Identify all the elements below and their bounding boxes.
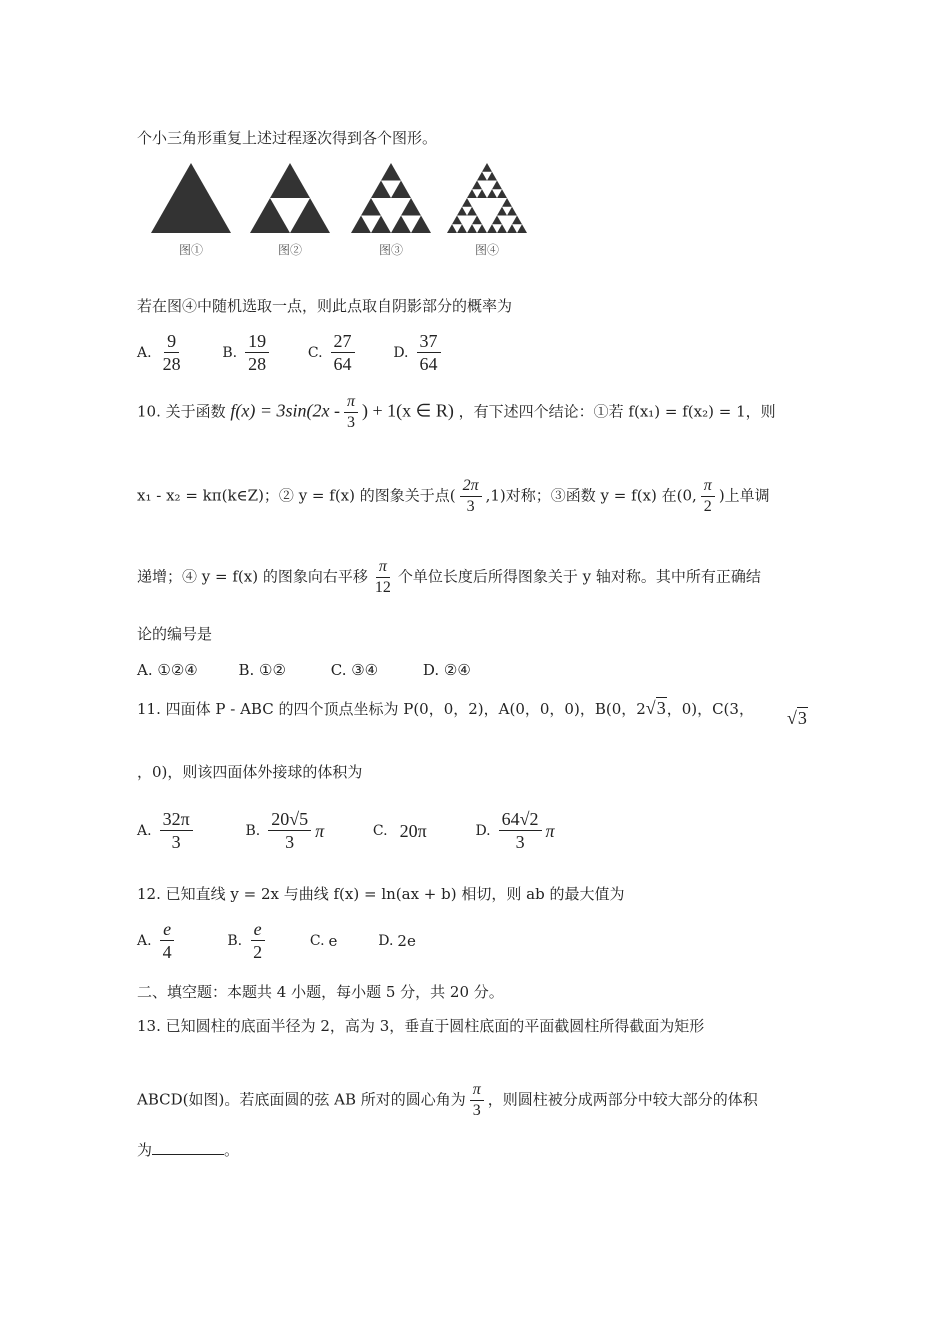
figure-4-triangle — [446, 162, 528, 234]
q10-options — [137, 660, 501, 680]
q12-option-a[interactable]: A. $\frac{e}{4}$ — [137, 918, 179, 963]
figure-4-caption: 图④ — [474, 243, 499, 257]
q11-options — [137, 808, 585, 853]
figure-1-triangle — [150, 162, 232, 234]
q11-line-2: ，0)，则该四面体外接球的体积为 — [137, 763, 363, 781]
q11-option-c[interactable]: C. 20π — [372, 820, 427, 841]
q11-option-a[interactable]: A. $\frac{32\pi}{3}$ — [137, 808, 197, 853]
section-2-heading: 二、填空题：本题共 4 小题，每小题 5 分，共 20 分。 — [137, 983, 504, 1001]
q10-option-c[interactable]: C. ③④ — [330, 661, 379, 679]
q12-option-d[interactable]: D. 2e — [378, 931, 416, 950]
q10-line-4: 论的编号是 — [137, 625, 213, 643]
q13-answer-blank[interactable] — [152, 1140, 224, 1155]
figure-3-caption: 图③ — [378, 243, 403, 257]
q10-line-2: x₁ - x₂ = kπ(k∈Z)；② y = f(x) 的图象关于点( $\frac{2\pi}{3}$ ,1)对称；③函数 y = f(x) 在(0, $\frac{\pi}{2}$ )上单调 — [137, 477, 770, 515]
q13-line-3: 为 。 — [137, 1141, 240, 1159]
q13-line-1: 13. 已知圆柱的底面半径为 2，高为 3，垂直于圆柱底面的平面截圆柱所得截面为矩形 — [137, 1017, 705, 1035]
q9-option-d[interactable]: D. $\frac{37}{64}$ — [393, 330, 444, 375]
q10-option-b[interactable]: B. ①② — [238, 661, 286, 679]
intro-text: 个小三角形重复上述过程逐次得到各个图形。 — [137, 129, 438, 147]
q12-option-b[interactable]: B. $\frac{e}{2}$ — [227, 918, 269, 963]
figure-2-triangle — [249, 162, 331, 234]
figure-3-triangle — [350, 162, 432, 234]
q9-options — [137, 330, 475, 375]
q10-option-d[interactable]: D. ②④ — [422, 661, 471, 679]
q10-line-3: 递增；④ y = f(x) 的图象向右平移 $\frac{\pi}{12}$ 个单位长度后所得图象关于 y 轴对称。其中所有正确结 — [137, 558, 761, 596]
q11-line-1: 11. 四面体 P - ABC 的四个顶点坐标为 P(0，0，2)，A(0，0，0)，B(0，2√3，0)，C(3， — [137, 698, 754, 718]
figure-2-caption: 图② — [277, 243, 302, 257]
q9-option-b[interactable]: B. $\frac{19}{28}$ — [222, 330, 273, 375]
q11-sqrt-3: √3 — [787, 708, 807, 728]
q13-line-2: ABCD(如图)。若底面圆的弦 AB 所对的圆心角为 $\frac{\pi}{3}$ ，则圆柱被分成两部分中较大部分的体积 — [137, 1081, 758, 1119]
q12-option-c[interactable]: C. e — [309, 931, 338, 950]
q12-options — [137, 918, 446, 963]
q11-option-d[interactable]: D. $\frac{64√2}{3}$ π — [475, 809, 555, 852]
q9-option-a[interactable]: A. $\frac{9}{28}$ — [137, 331, 181, 374]
figure-1-caption: 图① — [178, 243, 203, 257]
q9-option-c[interactable]: C. $\frac{27}{64}$ — [308, 330, 359, 375]
q12-prompt: 12. 已知直线 y = 2x 与曲线 f(x) = ln(ax + b) 相切，则 ab 的最大值为 — [137, 885, 625, 903]
q9-prompt: 若在图④中随机选取一点，则此点取自阴影部分的概率为 — [137, 297, 513, 315]
q10-option-a[interactable]: A. ①②④ — [137, 661, 198, 679]
q11-option-b[interactable]: B. $\frac{20√5}{3}$ π — [245, 809, 325, 852]
q10-line-1: 10. 关于函数 f(x) = 3sin(2x - $\frac{\pi}{3}$ ) + 1(x ∈ R) ，有下述四个结论：①若 f(x₁) = f(x₂) = 1，则 — [137, 393, 776, 431]
